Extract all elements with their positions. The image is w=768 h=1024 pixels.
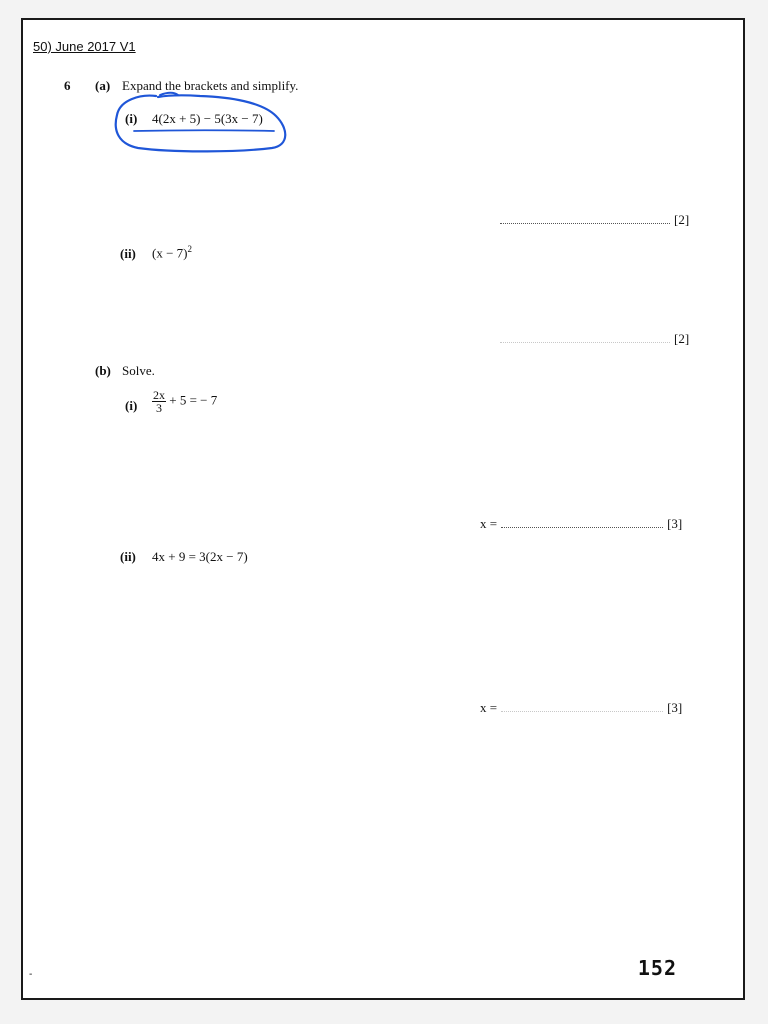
part-b-i-answer-line[interactable]	[480, 515, 682, 533]
part-a-i-answer-line[interactable]	[500, 211, 689, 229]
part-b-i-mark: [3]	[667, 516, 683, 531]
answer-prefix: x =	[480, 700, 498, 715]
part-a-label: (a)	[95, 78, 111, 93]
part-a-ii-label: (ii)	[120, 246, 136, 261]
worksheet-page	[21, 18, 745, 1000]
part-a-i-mark: [2]	[674, 212, 690, 227]
part-b-i-label: (i)	[125, 398, 138, 413]
part-a-ii-base: (x − 7)	[152, 245, 188, 261]
part-a-ii-mark: [2]	[674, 331, 690, 346]
part-b-ii-equation: 4x + 9 = 3(2x − 7)	[152, 549, 248, 564]
answer-dotted-line	[500, 214, 670, 224]
question-number: 6	[64, 78, 71, 93]
part-a-i-label: (i)	[125, 111, 138, 126]
part-a-i-expression: 4(2x + 5) − 5(3x − 7)	[152, 111, 263, 126]
answer-prefix: x =	[480, 516, 498, 531]
part-a-ii-answer-line[interactable]	[500, 330, 689, 348]
part-b-instruction: Solve.	[122, 363, 155, 378]
part-b-ii-mark: [3]	[667, 700, 683, 715]
part-b-i-equation: $\frac{2x}{3}$ + 5 = − 7	[153, 388, 218, 415]
part-a-ii-exponent: 2	[187, 244, 192, 254]
worksheet-header: 50) June 2017 V1	[33, 39, 136, 54]
fraction: $\frac{2x}{3}$	[153, 388, 165, 415]
answer-dotted-line	[500, 333, 670, 343]
answer-dotted-line	[501, 518, 663, 528]
part-b-ii-label: (ii)	[120, 549, 136, 564]
part-b-label: (b)	[95, 363, 111, 378]
part-b-ii-answer-line[interactable]	[480, 699, 682, 717]
part-a-instruction: Expand the brackets and simplify.	[122, 78, 299, 93]
answer-dotted-line	[501, 702, 663, 712]
part-a-ii-expression	[152, 244, 192, 261]
page-number: 152	[637, 956, 677, 980]
margin-tick: -	[29, 969, 33, 980]
